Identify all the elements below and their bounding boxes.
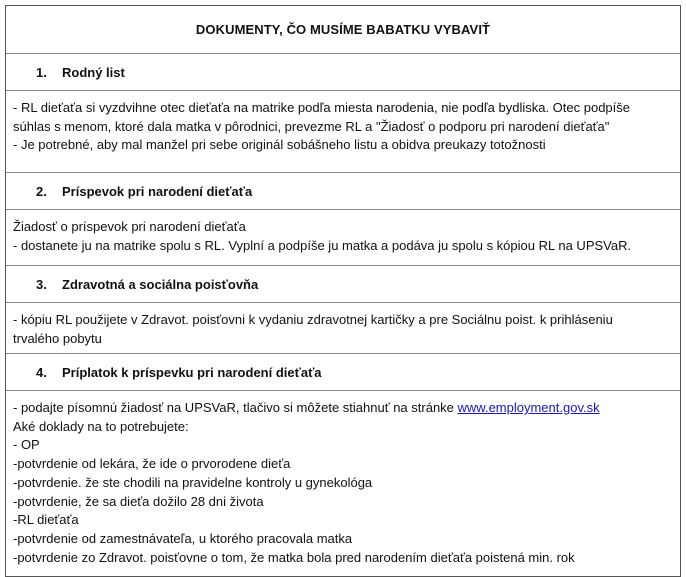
body-line: Aké doklady na to potrebujete: <box>13 418 189 434</box>
section-number: 1. <box>36 64 47 80</box>
section-number: 2. <box>36 183 47 199</box>
body-line: -potvrdenie, že sa dieťa dožilo 28 dni života <box>13 493 264 509</box>
section-2-body <box>6 210 680 266</box>
body-line: - kópiu RL použijete v Zdravot. poisťovni k vydaniu zdravotnej kartičky a pre Sociálnu poist. k prihláseniu <box>13 312 613 327</box>
section-number: 3. <box>36 276 47 292</box>
body-line: -potvrdenie od zamestnávateľa, u ktorého pracovala matka <box>13 530 353 546</box>
section-heading-text: Príspevok pri narodení dieťaťa <box>62 183 253 199</box>
body-line: - RL dieťaťa si vyzdvihne otec dieťaťa na matrike podľa miesta narodenia, nie podľa bydliska. Otec podpíše <box>13 100 631 115</box>
section-4-heading <box>6 354 680 391</box>
employment-website-link[interactable]: www.employment.gov.sk <box>457 400 600 415</box>
body-line: -RL dieťaťa <box>13 512 79 528</box>
intro-text: - podajte písomnú žiadosť na UPSVaR, tlačivo si môžete stiahnuť na stránke <box>13 400 458 415</box>
section-heading-text: Rodný list <box>62 64 125 80</box>
section-3-body <box>6 303 680 354</box>
body-line: trvalého pobytu <box>13 330 102 346</box>
section-heading-text: Príplatok k príspevku pri narodení dieťaťa <box>62 364 322 380</box>
body-line: súhlas s menom, ktoré dala matka v pôrodnici, prevezme RL a "Žiadosť o podporu pri narodení dieťaťa" <box>13 118 610 134</box>
body-line: Žiadosť o príspevok pri narodení dieťaťa <box>13 219 246 234</box>
section-2-heading <box>6 173 680 210</box>
body-line: -potvrdenie. že ste chodili na pravidelne kontroly u gynekológa <box>13 474 373 490</box>
section-3-heading <box>6 266 680 303</box>
body-line: - Je potrebné, aby mal manžel pri sebe originál sobášneho listu a obidva preukazy totožnosti <box>13 137 546 153</box>
body-line: - OP <box>13 437 40 453</box>
section-4-body <box>6 391 680 576</box>
section-1-body <box>6 91 680 173</box>
document-title-text: DOKUMENTY, ČO MUSÍME BABATKU VYBAVIŤ <box>195 22 491 37</box>
section-number: 4. <box>36 364 47 380</box>
body-line: - dostanete ju na matrike spolu s RL. Vyplní a podpíše ju matka a podáva ju spolu s kópiou RL na UPSVaR. <box>13 237 632 253</box>
document-title <box>6 6 680 54</box>
body-line-with-link <box>13 399 672 418</box>
documents-table <box>5 5 681 577</box>
body-line: -potvrdenie od lekára, že ide o prvorodene dieťa <box>13 456 291 472</box>
body-line: -potvrdenie zo Zdravot. poisťovne o tom, že matka bola pred narodením dieťaťa poistená min. rok <box>13 549 575 565</box>
section-heading-text: Zdravotná a sociálna poisťovňa <box>62 276 259 292</box>
section-1-heading <box>6 54 680 91</box>
